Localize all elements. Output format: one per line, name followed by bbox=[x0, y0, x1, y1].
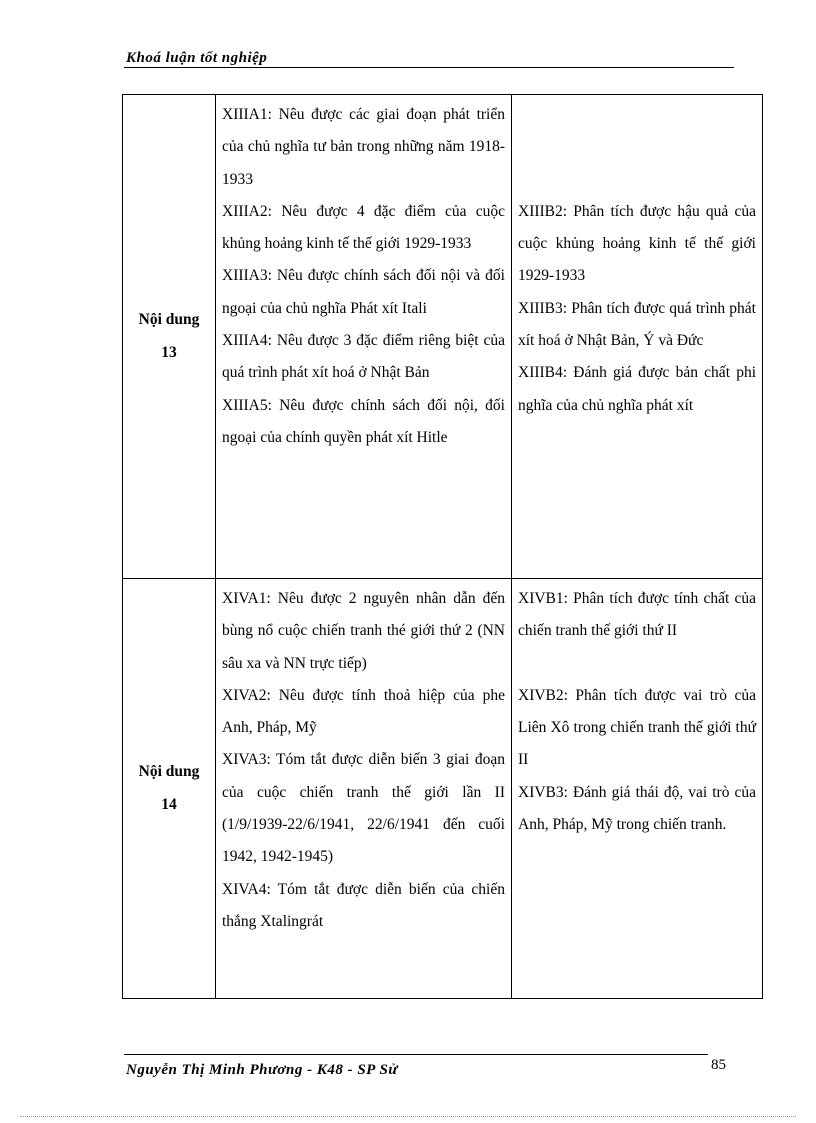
row-label-number: 14 bbox=[161, 795, 177, 813]
header-rule bbox=[124, 67, 734, 68]
objective-item: XIVB3: Đánh giá thái độ, vai trò của Anh, Pháp, Mỹ trong chiến tranh. bbox=[518, 783, 756, 834]
row-label-14 bbox=[123, 579, 216, 999]
footer-rule bbox=[124, 1054, 708, 1055]
objective-item: XIIIB4: Đánh giá được bản chất phi nghĩa của chủ nghĩa phát xít bbox=[518, 364, 756, 414]
objective-item: XIVA2: Nêu được tính thoả hiệp của phe Anh, Pháp, Mỹ bbox=[222, 686, 505, 737]
objective-item: XIIIB2: Phân tích được hậu quả của cuộc khủng hoảng kinh tế thế giới 1929-1933 bbox=[518, 202, 756, 285]
objective-item: XIVB2: Phân tích được vai trò của Liên Xô trong chiến tranh thế giới thứ II bbox=[518, 686, 756, 769]
row-label-13 bbox=[123, 95, 216, 579]
table-row-content-13 bbox=[123, 95, 763, 579]
objective-item: XIVA4: Tóm tắt được diễn biến của chiến thắng Xtalingrát bbox=[222, 880, 505, 930]
page-header-title: Khoá luận tốt nghiệp bbox=[126, 50, 268, 66]
objective-item: XIIIA3: Nêu được chính sách đối nội và đối ngoại của chủ nghĩa Phát xít Itali bbox=[222, 267, 505, 317]
cell-spacer bbox=[518, 164, 756, 196]
objective-item: XIIIA5: Nêu được chính sách đối nội, đối ngoại của chính quyền phát xít Hitle bbox=[222, 396, 505, 446]
objective-item: XIVA1: Nêu được 2 nguyên nhân dẫn đến bùng nổ cuộc chiến tranh thé giới thứ 2 (NN sâu xa và NN trực tiếp) bbox=[222, 590, 505, 672]
page-bottom-dotted-rule bbox=[20, 1116, 796, 1117]
level-a-cell bbox=[216, 579, 512, 999]
level-b-cell bbox=[512, 95, 763, 579]
footer-author: Nguyễn Thị Minh Phương - K48 - SP Sử bbox=[126, 1062, 398, 1078]
row-label-text: Nội dung bbox=[138, 311, 200, 329]
cell-spacer bbox=[518, 131, 756, 163]
row-label-text: Nội dung bbox=[138, 763, 200, 781]
objective-item: XIIIA1: Nêu được các giai đoạn phát triển của chủ nghĩa tư bản trong những năm 1918-1933 bbox=[222, 106, 505, 188]
row-label-number: 13 bbox=[161, 343, 177, 361]
objectives-table bbox=[122, 94, 763, 999]
level-a-cell bbox=[216, 95, 512, 579]
objective-item: XIVB1: Phân tích được tính chất của chiến tranh thế giới thứ II bbox=[518, 590, 756, 640]
cell-spacer bbox=[518, 648, 756, 680]
objective-item: XIIIA2: Nêu được 4 đặc điểm của cuộc khủng hoảng kinh tế thế giới 1929-1933 bbox=[222, 202, 505, 253]
page-number: 85 bbox=[711, 1057, 726, 1073]
table-row-content-14 bbox=[123, 579, 763, 999]
objective-item: XIIIB3: Phân tích được quá trình phát xít hoá ở Nhật Bản, Ý và Đức bbox=[518, 299, 756, 350]
objective-item: XIVA3: Tóm tắt được diễn biến 3 giai đoạn của cuộc chiến tranh thế giới lần II (1/9/1939-22/6/1941, 22/6/1941 đến cuối 1942, 1942-1945) bbox=[222, 751, 505, 866]
level-b-cell bbox=[512, 579, 763, 999]
cell-spacer bbox=[518, 99, 756, 131]
objective-item: XIIIA4: Nêu được 3 đặc điểm riêng biệt của quá trình phát xít hoá ở Nhật Bản bbox=[222, 332, 505, 382]
